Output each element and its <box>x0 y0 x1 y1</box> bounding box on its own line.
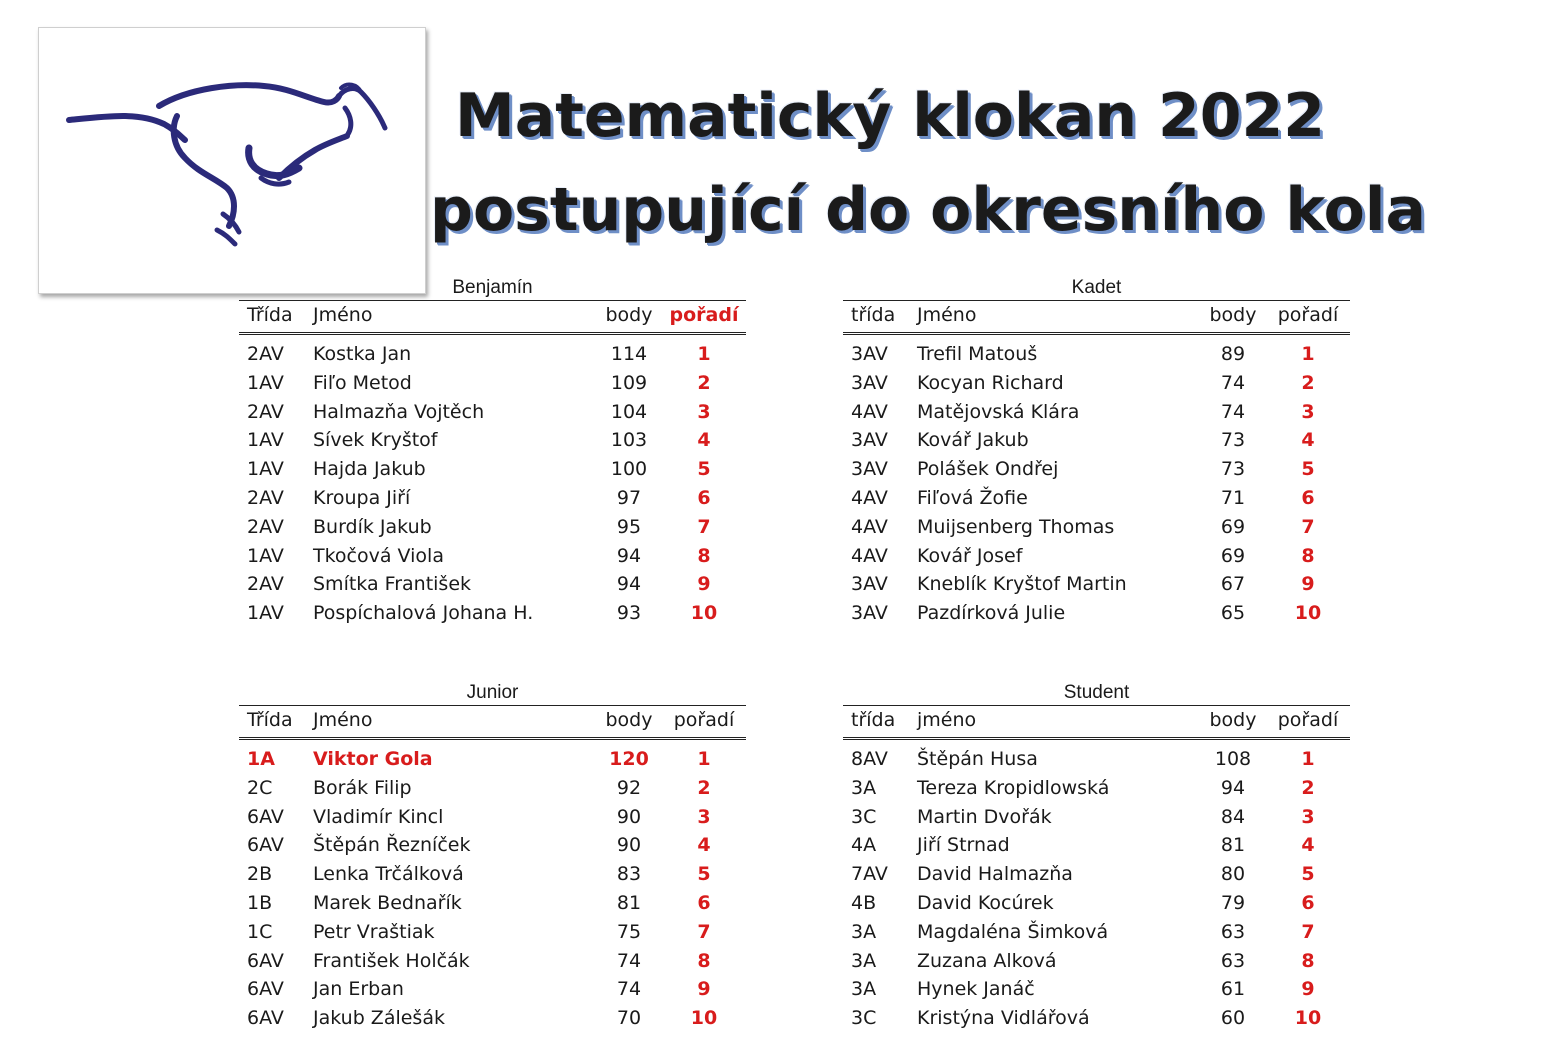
cell-points: 73 <box>1220 429 1246 452</box>
cell-name: Marek Bednařík <box>313 891 462 914</box>
cell-points: 100 <box>610 458 648 481</box>
cell-rank: 5 <box>1301 863 1315 886</box>
header-rank: pořadí <box>1277 709 1339 731</box>
table-row <box>239 975 746 1004</box>
cell-rank: 5 <box>697 458 711 481</box>
cell-class: 2AV <box>247 400 284 423</box>
cell-class: 1AV <box>247 458 284 481</box>
cell-class: 3C <box>851 805 877 828</box>
category-title: Benjamín <box>452 277 533 298</box>
cell-name: Muijsenberg Thomas <box>917 515 1115 538</box>
cell-rank: 1 <box>1301 748 1315 770</box>
header-rank: pořadí <box>1277 304 1339 326</box>
cell-class: 6AV <box>247 1007 284 1030</box>
cell-name: Burdík Jakub <box>313 515 432 538</box>
cell-class: 6AV <box>247 978 284 1001</box>
cell-points: 80 <box>1220 863 1246 886</box>
cell-class: 4AV <box>851 515 888 538</box>
table-row <box>239 340 746 369</box>
cell-name: Lenka Trčálková <box>313 863 464 886</box>
cell-rank: 7 <box>1301 515 1315 538</box>
cell-rank: 8 <box>697 949 711 972</box>
cell-class: 4AV <box>851 486 888 509</box>
table-row <box>843 975 1350 1004</box>
cell-name: Jakub Zálešák <box>313 1007 445 1030</box>
cell-points: 114 <box>610 343 648 365</box>
cell-class: 1B <box>247 891 273 914</box>
category-title: Kadet <box>1071 277 1122 298</box>
table-row <box>843 455 1350 484</box>
cell-name: Pospíchalová Johana H. <box>313 602 534 625</box>
cell-name: Fiľo Metod <box>313 371 412 394</box>
header-class: Třída <box>247 709 293 731</box>
cell-points: 104 <box>610 400 648 423</box>
cell-points: 94 <box>1220 776 1246 799</box>
cell-name: Polášek Ondřej <box>917 458 1059 481</box>
cell-class: 3A <box>851 920 877 943</box>
cell-name: Kristýna Vidlářová <box>917 1007 1090 1030</box>
cell-rank: 5 <box>697 863 711 886</box>
cell-points: 84 <box>1220 805 1246 828</box>
cell-points: 70 <box>616 1007 642 1030</box>
cell-class: 2AV <box>247 573 284 596</box>
table-row <box>239 860 746 889</box>
cell-name: Kroupa Jiří <box>313 486 411 509</box>
table-row <box>239 426 746 455</box>
table-row <box>843 369 1350 398</box>
cell-rank: 6 <box>1301 891 1315 914</box>
table-row <box>843 774 1350 803</box>
cell-name: Kneblík Kryštof Martin <box>917 573 1127 596</box>
cell-rank: 10 <box>1294 602 1322 625</box>
cell-name: Petr Vraštiak <box>313 920 435 943</box>
cell-points: 74 <box>616 978 642 1001</box>
cell-name: Kovář Jakub <box>917 429 1029 452</box>
table-row <box>843 1004 1350 1033</box>
table-row <box>239 947 746 976</box>
cell-class: 3AV <box>851 429 888 452</box>
table-benjamin <box>239 275 746 628</box>
table-row <box>843 513 1350 542</box>
cell-points: 83 <box>616 863 642 886</box>
header-name: Jméno <box>313 709 373 731</box>
cell-name: Kostka Jan <box>313 343 412 365</box>
cell-points: 120 <box>609 748 649 770</box>
table-row <box>843 803 1350 832</box>
cell-points: 79 <box>1220 891 1246 914</box>
table-row <box>843 484 1350 513</box>
cell-class: 7AV <box>851 863 888 886</box>
cell-rank: 2 <box>1301 371 1315 394</box>
cell-points: 95 <box>616 515 642 538</box>
table-row <box>239 369 746 398</box>
cell-points: 94 <box>616 544 642 567</box>
table-row <box>239 513 746 542</box>
cell-rank: 8 <box>697 544 711 567</box>
cell-rank: 5 <box>1301 458 1315 481</box>
cell-name: Borák Filip <box>313 776 412 799</box>
header-points: body <box>605 304 653 326</box>
cell-rank: 4 <box>697 429 711 452</box>
table-header <box>239 300 746 335</box>
table-row <box>843 542 1350 571</box>
cell-points: 108 <box>1214 748 1252 770</box>
cell-rank: 2 <box>697 371 711 394</box>
cell-class: 4AV <box>851 544 888 567</box>
cell-name: Jiří Strnad <box>917 834 1010 857</box>
table-row <box>239 570 746 599</box>
cell-points: 65 <box>1220 602 1246 625</box>
cell-points: 73 <box>1220 458 1246 481</box>
header-rank: pořadí <box>673 709 735 731</box>
cell-rank: 10 <box>690 602 718 625</box>
cell-class: 8AV <box>851 748 888 770</box>
cell-points: 109 <box>610 371 648 394</box>
cell-name: Trefil Matouš <box>917 343 1038 365</box>
cell-points: 75 <box>616 920 642 943</box>
cell-points: 90 <box>616 834 642 857</box>
table-row <box>843 889 1350 918</box>
cell-rank: 10 <box>690 1007 718 1030</box>
cell-rank: 2 <box>697 776 711 799</box>
table-header <box>843 705 1350 740</box>
cell-class: 4AV <box>851 400 888 423</box>
cell-rank: 8 <box>1301 949 1315 972</box>
table-row <box>239 455 746 484</box>
cell-name: Viktor Gola <box>313 748 433 770</box>
header-name: jméno <box>917 709 977 731</box>
cell-points: 71 <box>1220 486 1246 509</box>
cell-class: 1AV <box>247 371 284 394</box>
table-row <box>843 947 1350 976</box>
cell-class: 3AV <box>851 371 888 394</box>
cell-points: 103 <box>610 429 648 452</box>
cell-rank: 9 <box>1301 573 1315 596</box>
table-row <box>239 542 746 571</box>
table-row <box>843 745 1350 774</box>
cell-name: Vladimír Kincl <box>313 805 444 828</box>
cell-class: 3A <box>851 949 877 972</box>
cell-class: 4A <box>851 834 877 857</box>
table-row <box>239 745 746 774</box>
header-name: Jméno <box>917 304 977 326</box>
cell-class: 2C <box>247 776 273 799</box>
cell-rank: 8 <box>1301 544 1315 567</box>
table-row <box>239 599 746 628</box>
cell-class: 3AV <box>851 602 888 625</box>
cell-class: 4B <box>851 891 877 914</box>
cell-rank: 2 <box>1301 776 1315 799</box>
cell-name: Magdaléna Šimková <box>917 920 1109 943</box>
cell-name: Zuzana Alková <box>917 949 1057 972</box>
cell-class: 3C <box>851 1007 877 1030</box>
cell-points: 81 <box>1220 834 1246 857</box>
cell-class: 3AV <box>851 343 888 365</box>
cell-name: František Holčák <box>313 949 470 972</box>
cell-rank: 4 <box>697 834 711 857</box>
header-rank: pořadí <box>669 304 739 326</box>
table-row <box>239 831 746 860</box>
cell-class: 6AV <box>247 805 284 828</box>
header-class: třída <box>851 709 896 731</box>
cell-name: Kovář Josef <box>917 544 1023 567</box>
cell-points: 93 <box>616 602 642 625</box>
cell-points: 69 <box>1220 544 1246 567</box>
table-row <box>239 889 746 918</box>
table-row <box>843 398 1350 427</box>
cell-rank: 1 <box>697 748 711 770</box>
table-row <box>843 860 1350 889</box>
cell-class: 2B <box>247 863 273 886</box>
table-student <box>843 680 1350 1033</box>
cell-points: 74 <box>1220 371 1246 394</box>
cell-name: Tereza Kropidlowská <box>917 776 1110 799</box>
cell-rank: 3 <box>1301 400 1315 423</box>
cell-points: 67 <box>1220 573 1246 596</box>
cell-rank: 9 <box>697 573 711 596</box>
cell-class: 2AV <box>247 343 284 365</box>
table-body <box>239 335 746 628</box>
table-row <box>239 918 746 947</box>
table-row <box>843 426 1350 455</box>
page-subtitle: postupující do okresního kola <box>430 175 1426 245</box>
header-class: Třída <box>247 304 293 326</box>
cell-points: 61 <box>1220 978 1246 1001</box>
header-points: body <box>605 709 653 731</box>
cell-rank: 10 <box>1294 1007 1322 1030</box>
cell-class: 6AV <box>247 949 284 972</box>
cell-points: 94 <box>616 573 642 596</box>
cell-rank: 3 <box>697 805 711 828</box>
cell-rank: 1 <box>1301 343 1315 365</box>
header-name: Jméno <box>313 304 373 326</box>
cell-points: 90 <box>616 805 642 828</box>
cell-rank: 4 <box>1301 429 1315 452</box>
cell-name: Štěpán Řezníček <box>313 834 471 857</box>
table-body <box>843 740 1350 1033</box>
cell-class: 3A <box>851 776 877 799</box>
table-row <box>239 774 746 803</box>
cell-rank: 6 <box>697 486 711 509</box>
cell-class: 3AV <box>851 573 888 596</box>
cell-class: 2AV <box>247 486 284 509</box>
cell-name: David Kocúrek <box>917 891 1054 914</box>
cell-class: 2AV <box>247 515 284 538</box>
cell-rank: 1 <box>697 343 711 365</box>
table-kadet <box>843 275 1350 628</box>
cell-class: 3AV <box>851 458 888 481</box>
cell-name: Jan Erban <box>313 978 404 1001</box>
cell-name: Hynek Janáč <box>917 978 1035 1001</box>
table-row <box>239 1004 746 1033</box>
cell-name: Hajda Jakub <box>313 458 426 481</box>
cell-points: 81 <box>616 891 642 914</box>
cell-name: Halmazňa Vojtěch <box>313 400 485 423</box>
header-class: třída <box>851 304 896 326</box>
table-body <box>843 335 1350 628</box>
table-row <box>843 570 1350 599</box>
cell-rank: 9 <box>697 978 711 1001</box>
cell-class: 1A <box>247 748 275 770</box>
page-title: Matematický klokan 2022 <box>455 81 1325 151</box>
cell-name: Fiľová Žofie <box>917 486 1028 509</box>
category-title: Student <box>1063 682 1130 703</box>
cell-points: 74 <box>616 949 642 972</box>
table-row <box>239 398 746 427</box>
cell-rank: 3 <box>1301 805 1315 828</box>
table-header <box>843 300 1350 335</box>
cell-name: Kocyan Richard <box>917 371 1064 394</box>
cell-points: 63 <box>1220 949 1246 972</box>
cell-rank: 6 <box>697 891 711 914</box>
table-row <box>843 599 1350 628</box>
table-header <box>239 705 746 740</box>
cell-class: 6AV <box>247 834 284 857</box>
cell-class: 1AV <box>247 602 284 625</box>
category-title: Junior <box>466 682 519 703</box>
cell-rank: 6 <box>1301 486 1315 509</box>
table-row <box>239 803 746 832</box>
cell-class: 1AV <box>247 544 284 567</box>
table-junior <box>239 680 746 1033</box>
logo-box <box>38 27 426 294</box>
cell-name: Tkočová Viola <box>313 544 444 567</box>
cell-name: Sívek Kryštof <box>313 429 438 452</box>
cell-rank: 9 <box>1301 978 1315 1001</box>
cell-name: Štěpán Husa <box>917 748 1038 770</box>
cell-points: 89 <box>1220 343 1246 365</box>
cell-name: David Halmazňa <box>917 863 1073 886</box>
cell-points: 97 <box>616 486 642 509</box>
table-row <box>843 340 1350 369</box>
cell-points: 69 <box>1220 515 1246 538</box>
cell-points: 74 <box>1220 400 1246 423</box>
table-body <box>239 740 746 1033</box>
cell-name: Matějovská Klára <box>917 400 1080 423</box>
cell-rank: 7 <box>1301 920 1315 943</box>
header-points: body <box>1209 304 1257 326</box>
cell-name: Martin Dvořák <box>917 805 1052 828</box>
cell-points: 63 <box>1220 920 1246 943</box>
table-row <box>843 831 1350 860</box>
kangaroo-logo-icon <box>39 28 425 293</box>
cell-class: 1C <box>247 920 273 943</box>
cell-points: 60 <box>1220 1007 1246 1030</box>
table-row <box>843 918 1350 947</box>
cell-rank: 7 <box>697 515 711 538</box>
cell-class: 3A <box>851 978 877 1001</box>
cell-name: Pazdírková Julie <box>917 602 1066 625</box>
header-points: body <box>1209 709 1257 731</box>
cell-rank: 4 <box>1301 834 1315 857</box>
cell-name: Smítka František <box>313 573 472 596</box>
cell-rank: 7 <box>697 920 711 943</box>
table-row <box>239 484 746 513</box>
cell-points: 92 <box>616 776 642 799</box>
cell-class: 1AV <box>247 429 284 452</box>
cell-rank: 3 <box>697 400 711 423</box>
